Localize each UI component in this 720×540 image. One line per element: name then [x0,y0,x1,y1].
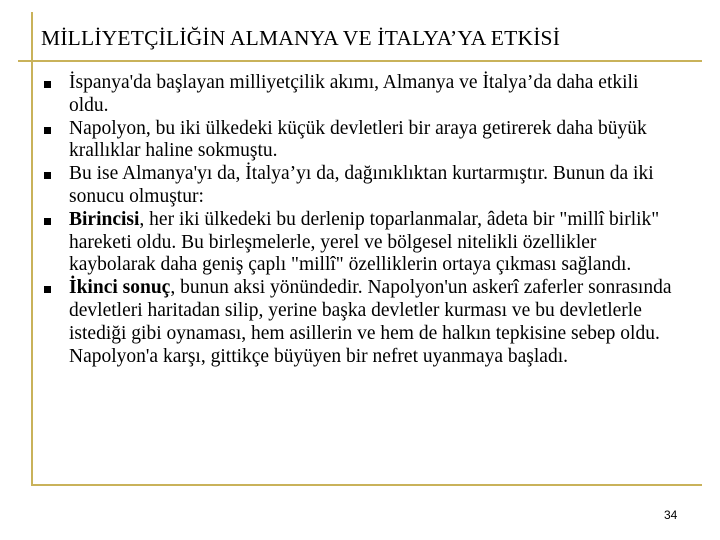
bullet-text: , her iki ülkedeki bu derlenip toparlanmalar, âdeta bir "millî birlik" hareketi oldu. Bu birleşmelerle, yerel ve bölgesel nitelikli özellikler kaybolarak daha geniş çaplı "millî" özelliklerin ortaya çıkması sağlandı. [69,208,660,276]
square-bullet-icon [44,286,51,293]
bullet-text: İspanya'da başlayan milliyetçilik akımı, Almanya ve İtalya’da daha etkili oldu. [69,72,639,116]
bullet-bold-lead: Birincisi [69,208,140,230]
bullet-bold-lead: İkinci sonuç [69,277,171,299]
bullet-text: Bu ise Almanya'yı da, İtalya’yı da, dağınıklıktan kurtarmıştır. Bunun da iki sonucu olmuştur: [69,163,654,207]
bullet-item [42,72,682,118]
left-rule [31,12,33,485]
bullet-text: , bunun aksi yönündedir. Napolyon'un askerî zaferler sonrasında devletleri haritadan silip, yerine başka devletler kurması ve bu devletlerle istediği gibi oynaması, hem asillerin ve hem de halkın tepkisine sebep oldu. Napolyon'a karşı, gittikçe büyüyen bir nefret uyanmaya başladı. [69,277,672,367]
bullet-list [42,72,682,368]
bullet-item [42,163,682,209]
square-bullet-icon [44,127,51,134]
bullet-text: Napolyon, bu iki ülkedeki küçük devletleri bir araya getirerek daha büyük krallıklar haline sokmuştu. [69,117,647,162]
page-number: 34 [664,508,678,522]
square-bullet-icon [44,172,51,179]
bullet-item [42,277,682,368]
bullet-item [42,209,682,277]
bullet-item [42,118,682,164]
square-bullet-icon [44,81,51,88]
slide-title: MİLLİYETÇİLİĞİN ALMANYA VE İTALYA’YA ETKİSİ [41,26,561,50]
title-rule [18,60,702,62]
bottom-rule [31,484,702,486]
square-bullet-icon [44,218,51,225]
